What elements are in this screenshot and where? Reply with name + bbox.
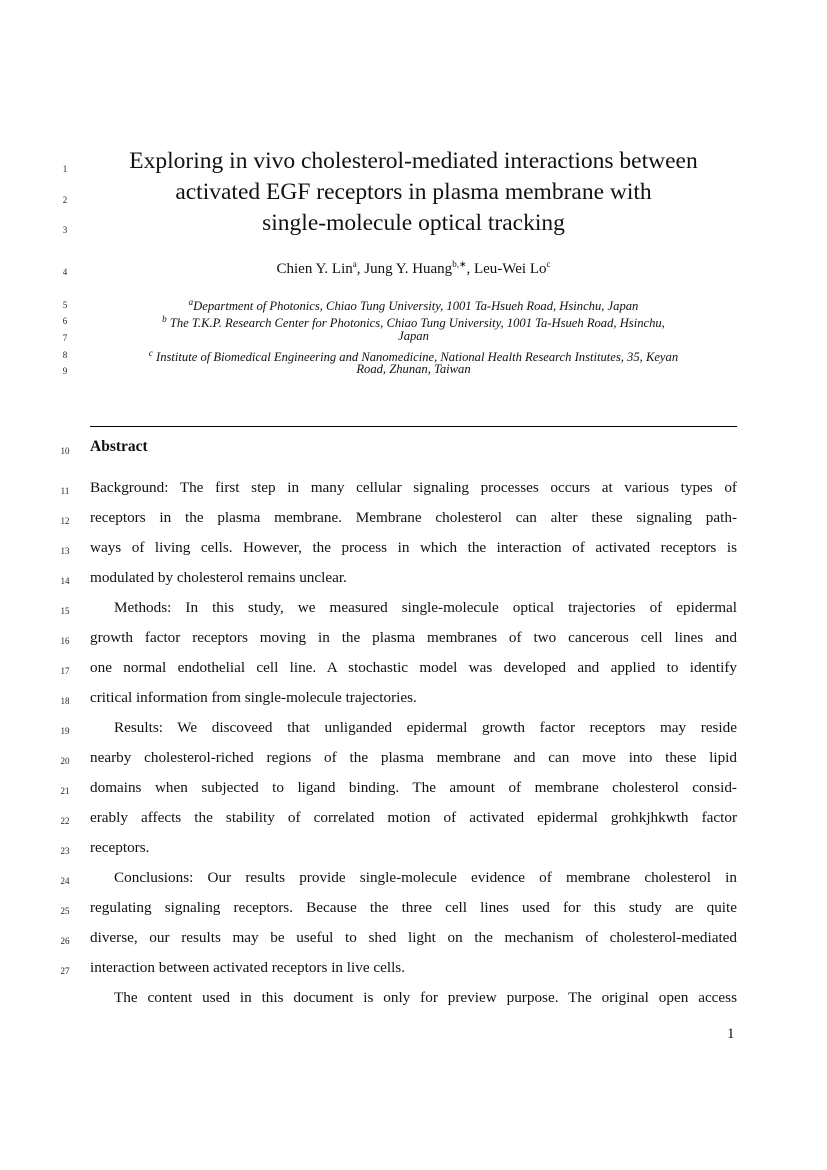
affiliation-text: The T.K.P. Research Center for Photonics, Chiao Tung University, 1001 Ta-Hsueh Road, Hsinchu, [169, 316, 665, 331]
line-number: 15 [60, 606, 70, 616]
body-line: ways of living cells. However, the process in which the interaction of activated receptors is [90, 539, 737, 556]
line-number: 20 [60, 756, 70, 766]
horizontal-rule [90, 426, 737, 427]
title-line: activated EGF receptors in plasma membrane with [175, 179, 652, 205]
body-line: Background: The first step in many cellular signaling processes occurs at various types of [90, 479, 737, 496]
affiliation-line [90, 361, 737, 378]
body-line: Results: We discoveed that unliganded epidermal growth factor receptors may reside [114, 719, 737, 736]
body-line: critical information from single-molecule trajectories. [90, 689, 417, 706]
abstract-heading: Abstract [90, 438, 148, 455]
title-line: Exploring in vivo cholesterol-mediated interactions between [129, 148, 698, 174]
line-number: 27 [60, 966, 70, 976]
author-name: Leu-Wei Lo [473, 261, 547, 277]
affiliation-text: Department of Photonics, Chiao Tung University, 1001 Ta-Hsueh Road, Hsinchu, Japan [193, 299, 639, 314]
line-number: 6 [62, 316, 68, 326]
author-name: Jung Y. Huang [364, 261, 453, 277]
title-line: single-molecule optical tracking [262, 210, 565, 236]
affiliation-text: Road, Zhunan, Taiwan [356, 362, 471, 376]
body-line: Methods: In this study, we measured single-molecule optical trajectories of epidermal [114, 599, 737, 616]
line-number: 24 [60, 876, 70, 886]
affiliation-mark: b [162, 314, 167, 324]
line-number: 13 [60, 546, 70, 556]
line-number: 8 [62, 350, 68, 360]
line-number: 17 [60, 666, 70, 676]
author-affil-mark: c [546, 259, 551, 269]
line-number: 3 [62, 225, 68, 235]
line-number: 22 [60, 816, 70, 826]
paper-title [90, 146, 737, 239]
line-number: 25 [60, 906, 70, 916]
body-line: diverse, our results may be useful to shed light on the mechanism of cholesterol-mediated [90, 929, 737, 946]
line-number: 7 [62, 333, 68, 343]
body-line: one normal endothelial cell line. A stochastic model was developed and applied to identify [90, 659, 737, 676]
body-line: interaction between activated receptors in live cells. [90, 959, 405, 976]
affiliation-text: Japan [398, 329, 429, 343]
body-line: erably affects the stability of correlated motion of activated epidermal grohkjhkwth factor [90, 809, 737, 826]
line-number: 1 [62, 164, 68, 174]
line-number: 14 [60, 576, 70, 586]
line-number: 2 [62, 195, 68, 205]
line-number: 16 [60, 636, 70, 646]
line-number: 5 [62, 300, 68, 310]
body-line: Conclusions: Our results provide single-molecule evidence of membrane cholesterol in [114, 869, 737, 886]
author-affil-mark: a [352, 259, 357, 269]
body-line: growth factor receptors moving in the plasma membranes of two cancerous cell lines and [90, 629, 737, 646]
body-line: nearby cholesterol-riched regions of the plasma membrane and can move into these lipid [90, 749, 737, 766]
affiliation-mark: a [188, 297, 194, 307]
body-line: domains when subjected to ligand binding. The amount of membrane cholesterol consid- [90, 779, 737, 796]
line-number: 21 [60, 786, 70, 796]
affiliation-line [90, 328, 737, 345]
affiliation-text: Institute of Biomedical Engineering and Nanomedicine, National Health Research Institutes, 35, Keyan [156, 350, 679, 365]
line-number: 19 [60, 726, 70, 736]
line-number: 9 [62, 366, 68, 376]
body-line: receptors in the plasma membrane. Membrane cholesterol can alter these signaling path- [90, 509, 737, 526]
body-line: regulating signaling receptors. Because the three cell lines used for this study are quite [90, 899, 737, 916]
line-number: 4 [62, 267, 68, 277]
body-line: modulated by cholesterol remains unclear. [90, 569, 347, 586]
page-number: 1 [727, 1026, 735, 1042]
body-line: The content used in this document is only for preview purpose. The original open access [114, 989, 737, 1006]
line-number: 11 [60, 486, 70, 496]
line-number: 12 [60, 516, 70, 526]
line-number: 18 [60, 696, 70, 706]
author-list: Chien Y. Lin$^a$, Jung Y. Huang$^{b,∗}$, Leu-Wei Lo$^c$ [276, 259, 551, 277]
author-affil-mark: b,∗ [452, 259, 467, 269]
author-name: Chien Y. Lin [276, 261, 353, 277]
line-number: 10 [60, 446, 70, 456]
body-line: receptors. [90, 839, 150, 856]
line-number: 26 [60, 936, 70, 946]
line-number: 23 [60, 846, 70, 856]
affiliation-mark: c [148, 348, 153, 358]
